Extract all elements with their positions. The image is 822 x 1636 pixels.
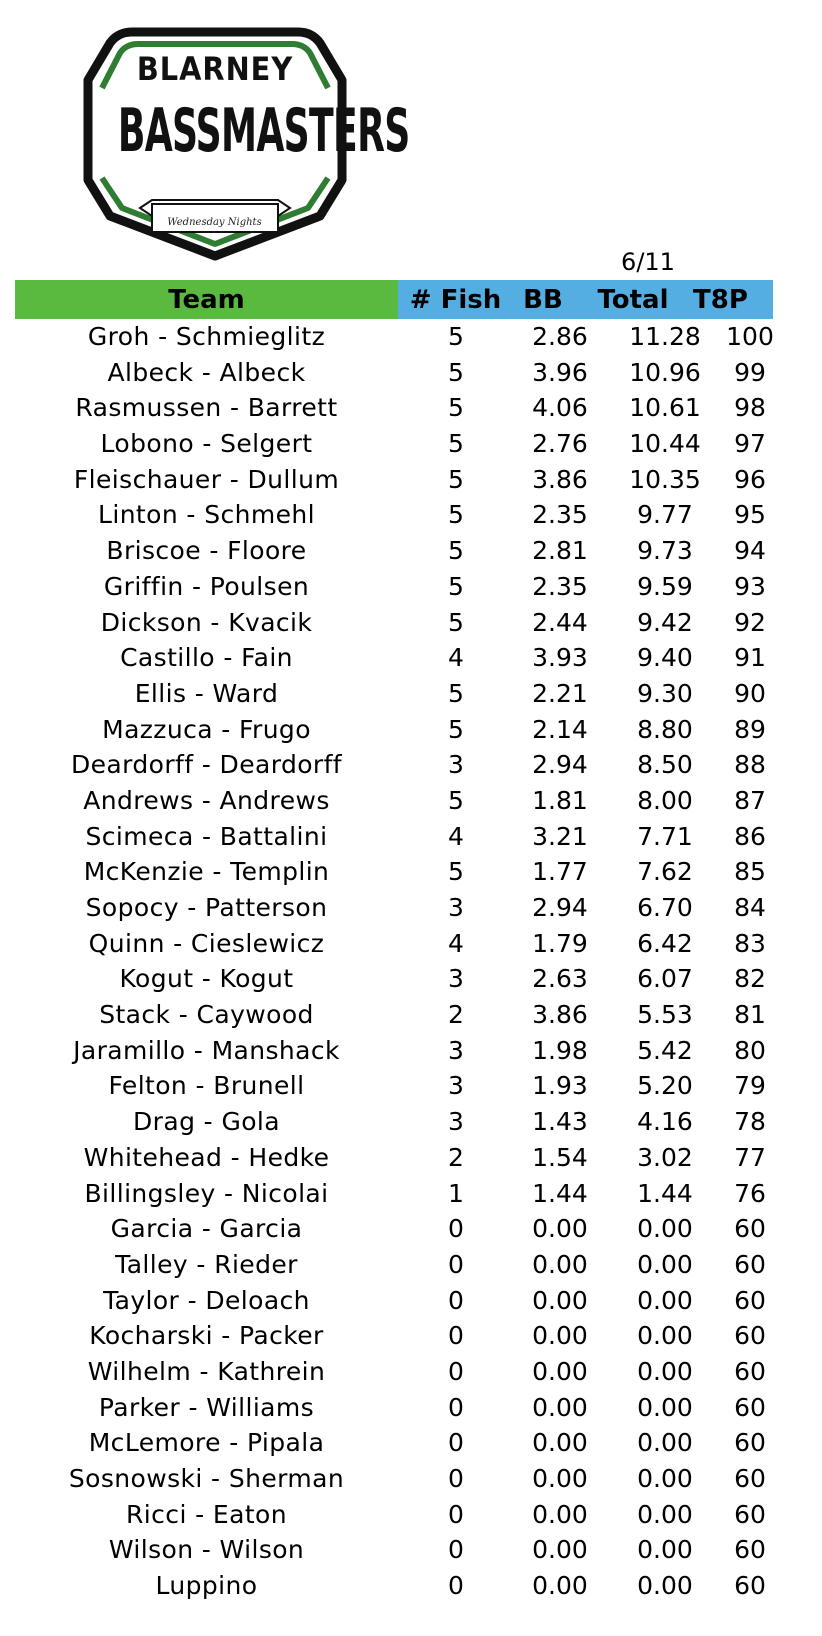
fish-count-cell: 0 — [448, 1356, 464, 1386]
total-weight-cell: 10.44 — [629, 429, 701, 459]
fish-count-cell: 0 — [448, 1249, 464, 1279]
fish-count-cell: 2 — [448, 1142, 464, 1172]
points-cell: 79 — [734, 1071, 766, 1101]
big-bass-cell: 1.44 — [532, 1178, 588, 1208]
fish-count-cell: 3 — [448, 893, 464, 922]
total-weight-cell: 6.70 — [637, 893, 693, 922]
fish-count-cell: 0 — [448, 1321, 464, 1351]
total-weight-cell: 0.00 — [637, 1428, 693, 1458]
fish-count-cell: 5 — [448, 857, 464, 887]
team-cell: Quinn - Cieslewicz — [88, 928, 325, 958]
big-bass-cell: 0.00 — [532, 1356, 588, 1386]
fish-count-cell: 5 — [448, 322, 464, 351]
table-row — [15, 1318, 773, 1354]
table-row — [15, 997, 773, 1033]
team-cell: Groh - Schmieglitz — [87, 322, 326, 351]
points-cell: 98 — [734, 393, 766, 423]
total-weight-cell: 1.44 — [637, 1178, 693, 1208]
table-row — [15, 569, 773, 605]
big-bass-cell: 1.81 — [532, 785, 588, 815]
team-cell: Wilhelm - Kathrein — [87, 1356, 326, 1386]
points-cell: 85 — [734, 857, 766, 887]
total-weight-cell: 0.00 — [637, 1499, 693, 1529]
points-cell: 93 — [734, 571, 766, 601]
points-cell: 60 — [734, 1356, 766, 1386]
big-bass-cell: 1.54 — [532, 1142, 588, 1172]
points-cell: 95 — [734, 500, 766, 530]
total-weight-cell: 9.77 — [637, 500, 693, 530]
team-cell: Kogut - Kogut — [119, 964, 294, 994]
points-cell: 81 — [734, 1000, 766, 1030]
fish-count-cell: 0 — [448, 1499, 464, 1529]
team-cell: Taylor - Deloach — [103, 1285, 310, 1315]
table-row — [15, 462, 773, 498]
team-cell: Garcia - Garcia — [110, 1214, 303, 1244]
big-bass-cell: 2.94 — [532, 893, 588, 922]
fish-count-cell: 4 — [448, 928, 464, 958]
table-row — [15, 355, 773, 391]
big-bass-cell: 2.21 — [532, 678, 588, 708]
total-weight-cell: 5.42 — [637, 1035, 693, 1065]
total-weight-cell: 3.02 — [637, 1142, 693, 1172]
fish-count-cell: 0 — [448, 1214, 464, 1244]
big-bass-cell: 3.21 — [532, 821, 588, 851]
team-cell: Kocharski - Packer — [89, 1321, 324, 1351]
total-weight-cell: 5.53 — [637, 1000, 693, 1030]
fish-count-cell: 5 — [448, 607, 464, 637]
table-row — [15, 1140, 773, 1176]
table-row — [15, 676, 773, 712]
fish-count-cell: 5 — [448, 357, 464, 387]
total-weight-cell: 10.61 — [629, 393, 701, 423]
big-bass-cell: 3.96 — [532, 357, 588, 387]
table-row — [15, 747, 773, 783]
big-bass-cell: 0.00 — [532, 1392, 588, 1422]
total-weight-cell: 7.71 — [637, 821, 693, 851]
header-total: Total — [597, 285, 669, 315]
big-bass-cell: 0.00 — [532, 1535, 588, 1565]
team-cell: Sosnowski - Sherman — [68, 1464, 345, 1493]
fish-count-cell: 4 — [448, 643, 464, 673]
fish-count-cell: 0 — [448, 1428, 464, 1458]
big-bass-cell: 2.35 — [532, 500, 588, 530]
fish-count-cell: 0 — [448, 1285, 464, 1315]
table-row — [15, 1068, 773, 1104]
team-cell: Andrews - Andrews — [83, 785, 330, 815]
fish-count-cell: 5 — [448, 678, 464, 708]
total-weight-cell: 0.00 — [637, 1535, 693, 1565]
points-cell: 86 — [734, 821, 766, 851]
points-cell: 96 — [734, 464, 766, 494]
big-bass-cell: 2.35 — [532, 571, 588, 601]
total-weight-cell: 0.00 — [637, 1464, 693, 1493]
total-weight-cell: 9.40 — [637, 643, 693, 673]
event-date: 6/11 — [621, 248, 675, 276]
team-cell: Sopocy - Patterson — [85, 893, 328, 922]
fish-count-cell: 3 — [448, 1107, 464, 1137]
points-cell: 84 — [734, 893, 766, 922]
table-row — [15, 497, 773, 533]
team-cell: Ricci - Eaton — [126, 1499, 287, 1529]
total-weight-cell: 0.00 — [637, 1214, 693, 1244]
big-bass-cell: 4.06 — [532, 393, 588, 423]
table-row — [15, 1283, 773, 1319]
total-weight-cell: 0.00 — [637, 1249, 693, 1279]
team-cell: Deardorff - Deardorff — [71, 750, 342, 780]
team-cell: Fleischauer - Dullum — [73, 464, 340, 494]
points-cell: 90 — [734, 678, 766, 708]
table-row — [15, 783, 773, 819]
team-cell: Stack - Caywood — [99, 1000, 314, 1030]
fish-count-cell: 5 — [448, 464, 464, 494]
table-row — [15, 390, 773, 426]
team-cell: Rasmussen - Barrett — [75, 393, 338, 423]
team-cell: Dickson - Kvacik — [100, 607, 313, 637]
total-weight-cell: 0.00 — [637, 1356, 693, 1386]
total-weight-cell: 9.59 — [637, 571, 693, 601]
fish-count-cell: 5 — [448, 500, 464, 530]
fish-count-cell: 3 — [448, 1071, 464, 1101]
big-bass-cell: 3.86 — [532, 464, 588, 494]
total-weight-cell: 0.00 — [637, 1392, 693, 1422]
big-bass-cell: 1.43 — [532, 1107, 588, 1137]
points-cell: 60 — [734, 1535, 766, 1565]
total-weight-cell: 10.35 — [629, 464, 701, 494]
team-cell: Luppino — [155, 1571, 258, 1601]
fish-count-cell: 5 — [448, 393, 464, 423]
team-cell: Parker - Williams — [98, 1392, 315, 1422]
standings-header-row — [15, 280, 773, 319]
total-weight-cell: 8.00 — [637, 785, 693, 815]
points-cell: 80 — [734, 1035, 766, 1065]
total-weight-cell: 6.07 — [637, 964, 693, 994]
fish-count-cell: 3 — [448, 750, 464, 780]
logo-title-bassmasters: BASSMASTERS — [117, 96, 410, 166]
fish-count-cell: 5 — [448, 714, 464, 744]
header-team: Team — [15, 280, 398, 319]
total-weight-cell: 5.20 — [637, 1071, 693, 1101]
blarney-bassmasters-logo — [70, 18, 410, 268]
team-cell: Scimeca - Battalini — [85, 821, 328, 851]
big-bass-cell: 2.76 — [532, 429, 588, 459]
fish-count-cell: 3 — [448, 1035, 464, 1065]
table-row — [15, 533, 773, 569]
team-cell: Castillo - Fain — [120, 643, 293, 673]
table-row — [15, 890, 773, 926]
big-bass-cell: 1.79 — [532, 928, 588, 958]
big-bass-cell: 0.00 — [532, 1321, 588, 1351]
fish-count-cell: 0 — [448, 1392, 464, 1422]
total-weight-cell: 11.28 — [629, 322, 701, 351]
table-row — [15, 1033, 773, 1069]
big-bass-cell: 3.86 — [532, 1000, 588, 1030]
table-row — [15, 640, 773, 676]
fish-count-cell: 5 — [448, 785, 464, 815]
fish-count-cell: 2 — [448, 1000, 464, 1030]
points-cell: 77 — [734, 1142, 766, 1172]
fish-count-cell: 0 — [448, 1571, 464, 1601]
points-cell: 60 — [734, 1321, 766, 1351]
fish-count-cell: 4 — [448, 821, 464, 851]
points-cell: 94 — [734, 536, 766, 566]
table-row — [15, 712, 773, 748]
points-cell: 76 — [734, 1178, 766, 1208]
points-cell: 82 — [734, 964, 766, 994]
big-bass-cell: 0.00 — [532, 1214, 588, 1244]
table-row — [15, 426, 773, 462]
points-cell: 97 — [734, 429, 766, 459]
table-row — [15, 1497, 773, 1533]
table-row — [15, 961, 773, 997]
table-row — [15, 1390, 773, 1426]
big-bass-cell: 0.00 — [532, 1499, 588, 1529]
team-cell: Griffin - Poulsen — [103, 571, 310, 601]
standings-table-body — [15, 319, 773, 1604]
team-cell: Lobono - Selgert — [100, 429, 313, 459]
table-row — [15, 1568, 773, 1604]
total-weight-cell: 6.42 — [637, 928, 693, 958]
total-weight-cell: 0.00 — [637, 1321, 693, 1351]
header-bb: BB — [523, 285, 563, 315]
points-cell: 83 — [734, 928, 766, 958]
team-cell: McLemore - Pipala — [88, 1428, 325, 1458]
team-cell: Ellis - Ward — [134, 678, 279, 708]
points-cell: 60 — [734, 1571, 766, 1601]
table-row — [15, 605, 773, 641]
big-bass-cell: 0.00 — [532, 1428, 588, 1458]
table-row — [15, 1211, 773, 1247]
table-row — [15, 1461, 773, 1497]
big-bass-cell: 2.14 — [532, 714, 588, 744]
big-bass-cell: 0.00 — [532, 1571, 588, 1601]
fish-count-cell: 5 — [448, 429, 464, 459]
team-cell: McKenzie - Templin — [83, 857, 330, 887]
team-cell: Billingsley - Nicolai — [84, 1178, 329, 1208]
fish-count-cell: 0 — [448, 1535, 464, 1565]
logo-title-blarney: BLARNEY — [136, 50, 294, 88]
total-weight-cell: 9.73 — [637, 536, 693, 566]
table-row — [15, 926, 773, 962]
big-bass-cell: 0.00 — [532, 1464, 588, 1493]
points-cell: 88 — [734, 750, 766, 780]
points-cell: 60 — [734, 1249, 766, 1279]
points-cell: 60 — [734, 1428, 766, 1458]
team-cell: Mazzuca - Frugo — [102, 714, 311, 744]
team-cell: Linton - Schmehl — [98, 500, 315, 530]
team-cell: Briscoe - Floore — [106, 536, 307, 566]
points-cell: 92 — [734, 607, 766, 637]
total-weight-cell: 8.50 — [637, 750, 693, 780]
total-weight-cell: 7.62 — [637, 857, 693, 887]
team-cell: Felton - Brunell — [108, 1071, 305, 1101]
header-fish: # Fish — [409, 285, 502, 315]
fish-count-cell: 1 — [448, 1178, 464, 1208]
fish-count-cell: 5 — [448, 536, 464, 566]
big-bass-cell: 2.44 — [532, 607, 588, 637]
total-weight-cell: 10.96 — [629, 357, 701, 387]
big-bass-cell: 2.81 — [532, 536, 588, 566]
team-cell: Talley - Rieder — [115, 1249, 298, 1279]
points-cell: 60 — [734, 1499, 766, 1529]
header-stats-group — [398, 280, 773, 319]
total-weight-cell: 0.00 — [637, 1571, 693, 1601]
logo-ribbon-text: Wednesday Nights — [167, 217, 262, 228]
total-weight-cell: 8.80 — [637, 714, 693, 744]
table-row — [15, 819, 773, 855]
big-bass-cell: 1.93 — [532, 1071, 588, 1101]
points-cell: 87 — [734, 785, 766, 815]
table-row — [15, 1104, 773, 1140]
table-row — [15, 1425, 773, 1461]
team-cell: Wilson - Wilson — [108, 1535, 305, 1565]
table-row — [15, 854, 773, 890]
points-cell: 99 — [734, 357, 766, 387]
total-weight-cell: 4.16 — [637, 1107, 693, 1137]
table-row — [15, 1247, 773, 1283]
total-weight-cell: 9.30 — [637, 678, 693, 708]
points-cell: 78 — [734, 1107, 766, 1137]
team-cell: Jaramillo - Manshack — [73, 1035, 340, 1065]
points-cell: 60 — [734, 1285, 766, 1315]
team-cell: Whitehead - Hedke — [83, 1142, 330, 1172]
team-cell: Drag - Gola — [133, 1107, 280, 1137]
big-bass-cell: 0.00 — [532, 1285, 588, 1315]
team-cell: Albeck - Albeck — [107, 357, 306, 387]
points-cell: 60 — [734, 1392, 766, 1422]
big-bass-cell: 1.77 — [532, 857, 588, 887]
fish-count-cell: 3 — [448, 964, 464, 994]
points-cell: 100 — [726, 322, 774, 351]
big-bass-cell: 2.63 — [532, 964, 588, 994]
big-bass-cell: 2.94 — [532, 750, 588, 780]
points-cell: 89 — [734, 714, 766, 744]
points-cell: 91 — [734, 643, 766, 673]
points-cell: 60 — [734, 1214, 766, 1244]
points-cell: 60 — [734, 1464, 766, 1493]
table-row — [15, 1176, 773, 1212]
table-row — [15, 1354, 773, 1390]
total-weight-cell: 9.42 — [637, 607, 693, 637]
total-weight-cell: 0.00 — [637, 1285, 693, 1315]
big-bass-cell: 2.86 — [532, 322, 588, 351]
table-row — [15, 1532, 773, 1568]
big-bass-cell: 3.93 — [532, 643, 588, 673]
header-t8p: T8P — [693, 285, 748, 315]
big-bass-cell: 1.98 — [532, 1035, 588, 1065]
fish-count-cell: 5 — [448, 571, 464, 601]
fish-count-cell: 0 — [448, 1464, 464, 1493]
table-row — [15, 319, 773, 355]
big-bass-cell: 0.00 — [532, 1249, 588, 1279]
